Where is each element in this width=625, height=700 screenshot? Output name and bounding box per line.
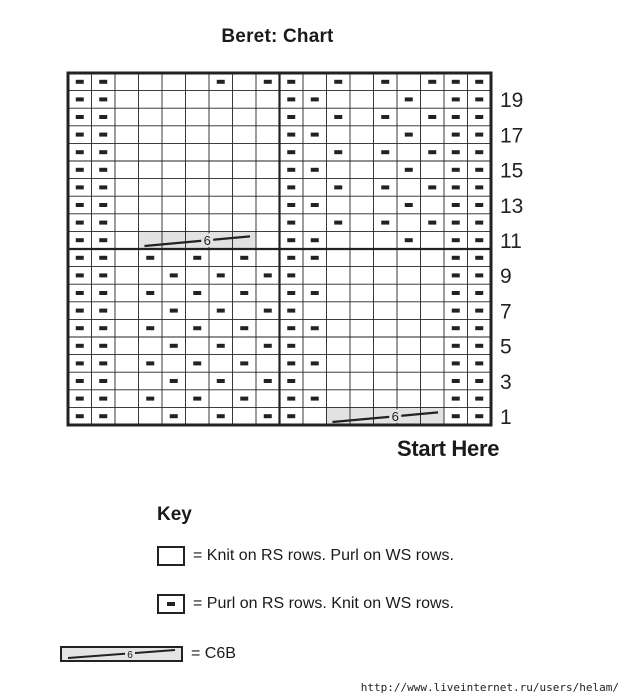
purl-mark (99, 150, 107, 154)
purl-mark (217, 344, 225, 348)
row-number-label: 5 (500, 335, 512, 359)
purl-mark (193, 361, 201, 365)
purl-mark (76, 97, 84, 101)
purl-mark (264, 309, 272, 313)
key-item-cable (60, 641, 236, 667)
purl-mark (240, 256, 248, 260)
purl-mark (381, 150, 389, 154)
purl-mark (193, 326, 201, 330)
purl-mark (76, 203, 84, 207)
purl-mark (240, 291, 248, 295)
purl-mark (76, 379, 84, 383)
purl-mark (287, 361, 295, 365)
purl-mark (475, 379, 483, 383)
purl-mark (287, 291, 295, 295)
purl-mark (287, 133, 295, 137)
purl-mark (146, 397, 154, 401)
purl-mark (475, 414, 483, 418)
purl-mark (287, 168, 295, 172)
purl-mark (76, 291, 84, 295)
purl-mark (76, 133, 84, 137)
purl-mark (146, 291, 154, 295)
purl-mark (475, 273, 483, 277)
purl-mark (287, 379, 295, 383)
purl-mark (334, 185, 342, 189)
purl-mark (452, 221, 460, 225)
purl-mark (475, 221, 483, 225)
purl-mark (405, 238, 413, 242)
row-number-label: 3 (500, 370, 512, 394)
purl-mark (264, 344, 272, 348)
purl-mark (311, 168, 319, 172)
purl-mark (452, 344, 460, 348)
purl-mark (405, 168, 413, 172)
purl-mark (287, 97, 295, 101)
chart-title: Beret: Chart (221, 26, 334, 47)
purl-mark (76, 397, 84, 401)
purl-mark (311, 97, 319, 101)
purl-mark (99, 414, 107, 418)
purl-mark (99, 97, 107, 101)
purl-mark (452, 150, 460, 154)
footer-url[interactable]: http://www.liveinternet.ru/users/helam/ (360, 681, 619, 694)
purl-mark (99, 379, 107, 383)
purl-mark (475, 185, 483, 189)
purl-mark (99, 133, 107, 137)
purl-mark (240, 361, 248, 365)
purl-mark (381, 115, 389, 119)
purl-mark (475, 115, 483, 119)
purl-mark (452, 414, 460, 418)
purl-mark (217, 309, 225, 313)
key-item-purl-text: = Purl on RS rows. Knit on WS rows. (193, 595, 454, 612)
row-number-label: 19 (500, 89, 524, 113)
purl-mark (475, 256, 483, 260)
purl-mark (428, 80, 436, 84)
purl-symbol-icon (157, 594, 185, 614)
purl-mark (452, 168, 460, 172)
purl-mark (264, 80, 272, 84)
purl-mark (217, 379, 225, 383)
purl-mark (475, 133, 483, 137)
purl-mark (405, 203, 413, 207)
purl-mark (428, 150, 436, 154)
cable-label: 6 (203, 233, 211, 248)
row-number-label: 7 (500, 300, 512, 324)
purl-mark (475, 291, 483, 295)
purl-mark (99, 273, 107, 277)
purl-mark (452, 309, 460, 313)
purl-mark (452, 80, 460, 84)
purl-mark (475, 203, 483, 207)
purl-mark (76, 273, 84, 277)
purl-mark (475, 150, 483, 154)
purl-mark (381, 185, 389, 189)
purl-mark (76, 221, 84, 225)
purl-mark (452, 379, 460, 383)
purl-mark (287, 150, 295, 154)
key-item-knit-text: = Knit on RS rows. Purl on WS rows. (193, 547, 454, 564)
purl-mark (381, 80, 389, 84)
cable-symbol-icon (60, 646, 183, 662)
purl-mark (217, 273, 225, 277)
start-here-label: Start Here (397, 436, 500, 461)
purl-mark (99, 238, 107, 242)
cable-label: 6 (391, 409, 399, 424)
purl-mark (334, 80, 342, 84)
row-number-label: 11 (500, 230, 522, 253)
purl-mark (334, 115, 342, 119)
purl-mark (311, 291, 319, 295)
purl-mark (428, 185, 436, 189)
purl-mark (311, 326, 319, 330)
purl-mark (475, 97, 483, 101)
purl-mark (475, 80, 483, 84)
purl-mark (428, 221, 436, 225)
purl-mark (264, 414, 272, 418)
purl-mark (170, 309, 178, 313)
purl-mark (240, 397, 248, 401)
purl-mark (405, 133, 413, 137)
purl-mark (287, 397, 295, 401)
purl-mark (76, 150, 84, 154)
purl-mark (475, 397, 483, 401)
purl-mark (99, 326, 107, 330)
purl-mark (287, 414, 295, 418)
purl-mark (287, 185, 295, 189)
purl-mark (76, 80, 84, 84)
cable-symbol-label: 6 (127, 650, 133, 660)
row-number-label: 17 (500, 124, 524, 148)
purl-mark (240, 326, 248, 330)
purl-mark (76, 256, 84, 260)
purl-mark (311, 238, 319, 242)
purl-mark (381, 221, 389, 225)
purl-mark (475, 361, 483, 365)
purl-mark (452, 326, 460, 330)
key-item-knit (157, 543, 454, 569)
purl-mark (193, 291, 201, 295)
purl-mark (170, 344, 178, 348)
purl-mark (475, 238, 483, 242)
purl-mark (76, 309, 84, 313)
purl-mark (76, 326, 84, 330)
purl-mark (76, 238, 84, 242)
purl-mark (452, 185, 460, 189)
purl-mark (452, 115, 460, 119)
purl-mark (99, 115, 107, 119)
purl-mark (334, 150, 342, 154)
purl-mark (99, 309, 107, 313)
purl-mark (287, 326, 295, 330)
purl-mark (287, 256, 295, 260)
purl-mark (311, 256, 319, 260)
purl-mark (76, 115, 84, 119)
purl-mark (170, 414, 178, 418)
purl-mark (264, 379, 272, 383)
purl-mark (452, 238, 460, 242)
purl-mark (76, 344, 84, 348)
purl-mark (452, 133, 460, 137)
purl-mark (428, 115, 436, 119)
purl-mark (311, 133, 319, 137)
purl-mark (287, 309, 295, 313)
purl-mark (452, 291, 460, 295)
purl-mark (170, 273, 178, 277)
purl-mark (76, 168, 84, 172)
purl-mark (193, 397, 201, 401)
purl-mark (475, 168, 483, 172)
purl-mark (311, 397, 319, 401)
purl-mark (76, 185, 84, 189)
purl-mark (452, 256, 460, 260)
purl-mark (99, 344, 107, 348)
purl-mark (475, 344, 483, 348)
purl-mark (146, 361, 154, 365)
purl-mark (287, 221, 295, 225)
purl-mark (287, 273, 295, 277)
purl-mark (287, 80, 295, 84)
key-title: Key (157, 504, 192, 525)
purl-mark (99, 168, 107, 172)
purl-mark (170, 379, 178, 383)
purl-mark (311, 361, 319, 365)
purl-mark (287, 238, 295, 242)
purl-mark (99, 221, 107, 225)
purl-mark (217, 414, 225, 418)
key-item-purl (157, 591, 454, 617)
purl-mark (475, 309, 483, 313)
purl-mark (99, 256, 107, 260)
purl-mark (452, 397, 460, 401)
key-item-cable-text: = C6B (191, 645, 236, 662)
purl-mark (287, 115, 295, 119)
purl-mark (475, 326, 483, 330)
knit-symbol-icon (157, 546, 185, 566)
purl-mark (287, 203, 295, 207)
row-number-label: 13 (500, 194, 524, 218)
purl-mark (99, 291, 107, 295)
purl-mark (405, 97, 413, 101)
purl-mark (334, 221, 342, 225)
purl-mark (99, 203, 107, 207)
purl-mark (452, 97, 460, 101)
purl-mark (76, 361, 84, 365)
row-number-label: 1 (500, 406, 512, 429)
purl-mark (452, 203, 460, 207)
purl-mark (99, 361, 107, 365)
purl-mark (146, 256, 154, 260)
purl-mark (217, 80, 225, 84)
row-number-label: 15 (500, 159, 524, 183)
row-number-label: 9 (500, 265, 512, 289)
purl-mark (76, 414, 84, 418)
purl-mark (99, 80, 107, 84)
purl-mark (311, 203, 319, 207)
purl-mark (452, 273, 460, 277)
purl-mark (99, 185, 107, 189)
purl-mark (99, 397, 107, 401)
purl-mark (193, 256, 201, 260)
purl-mark (146, 326, 154, 330)
purl-mark (264, 273, 272, 277)
purl-mark (287, 344, 295, 348)
purl-mark (452, 361, 460, 365)
